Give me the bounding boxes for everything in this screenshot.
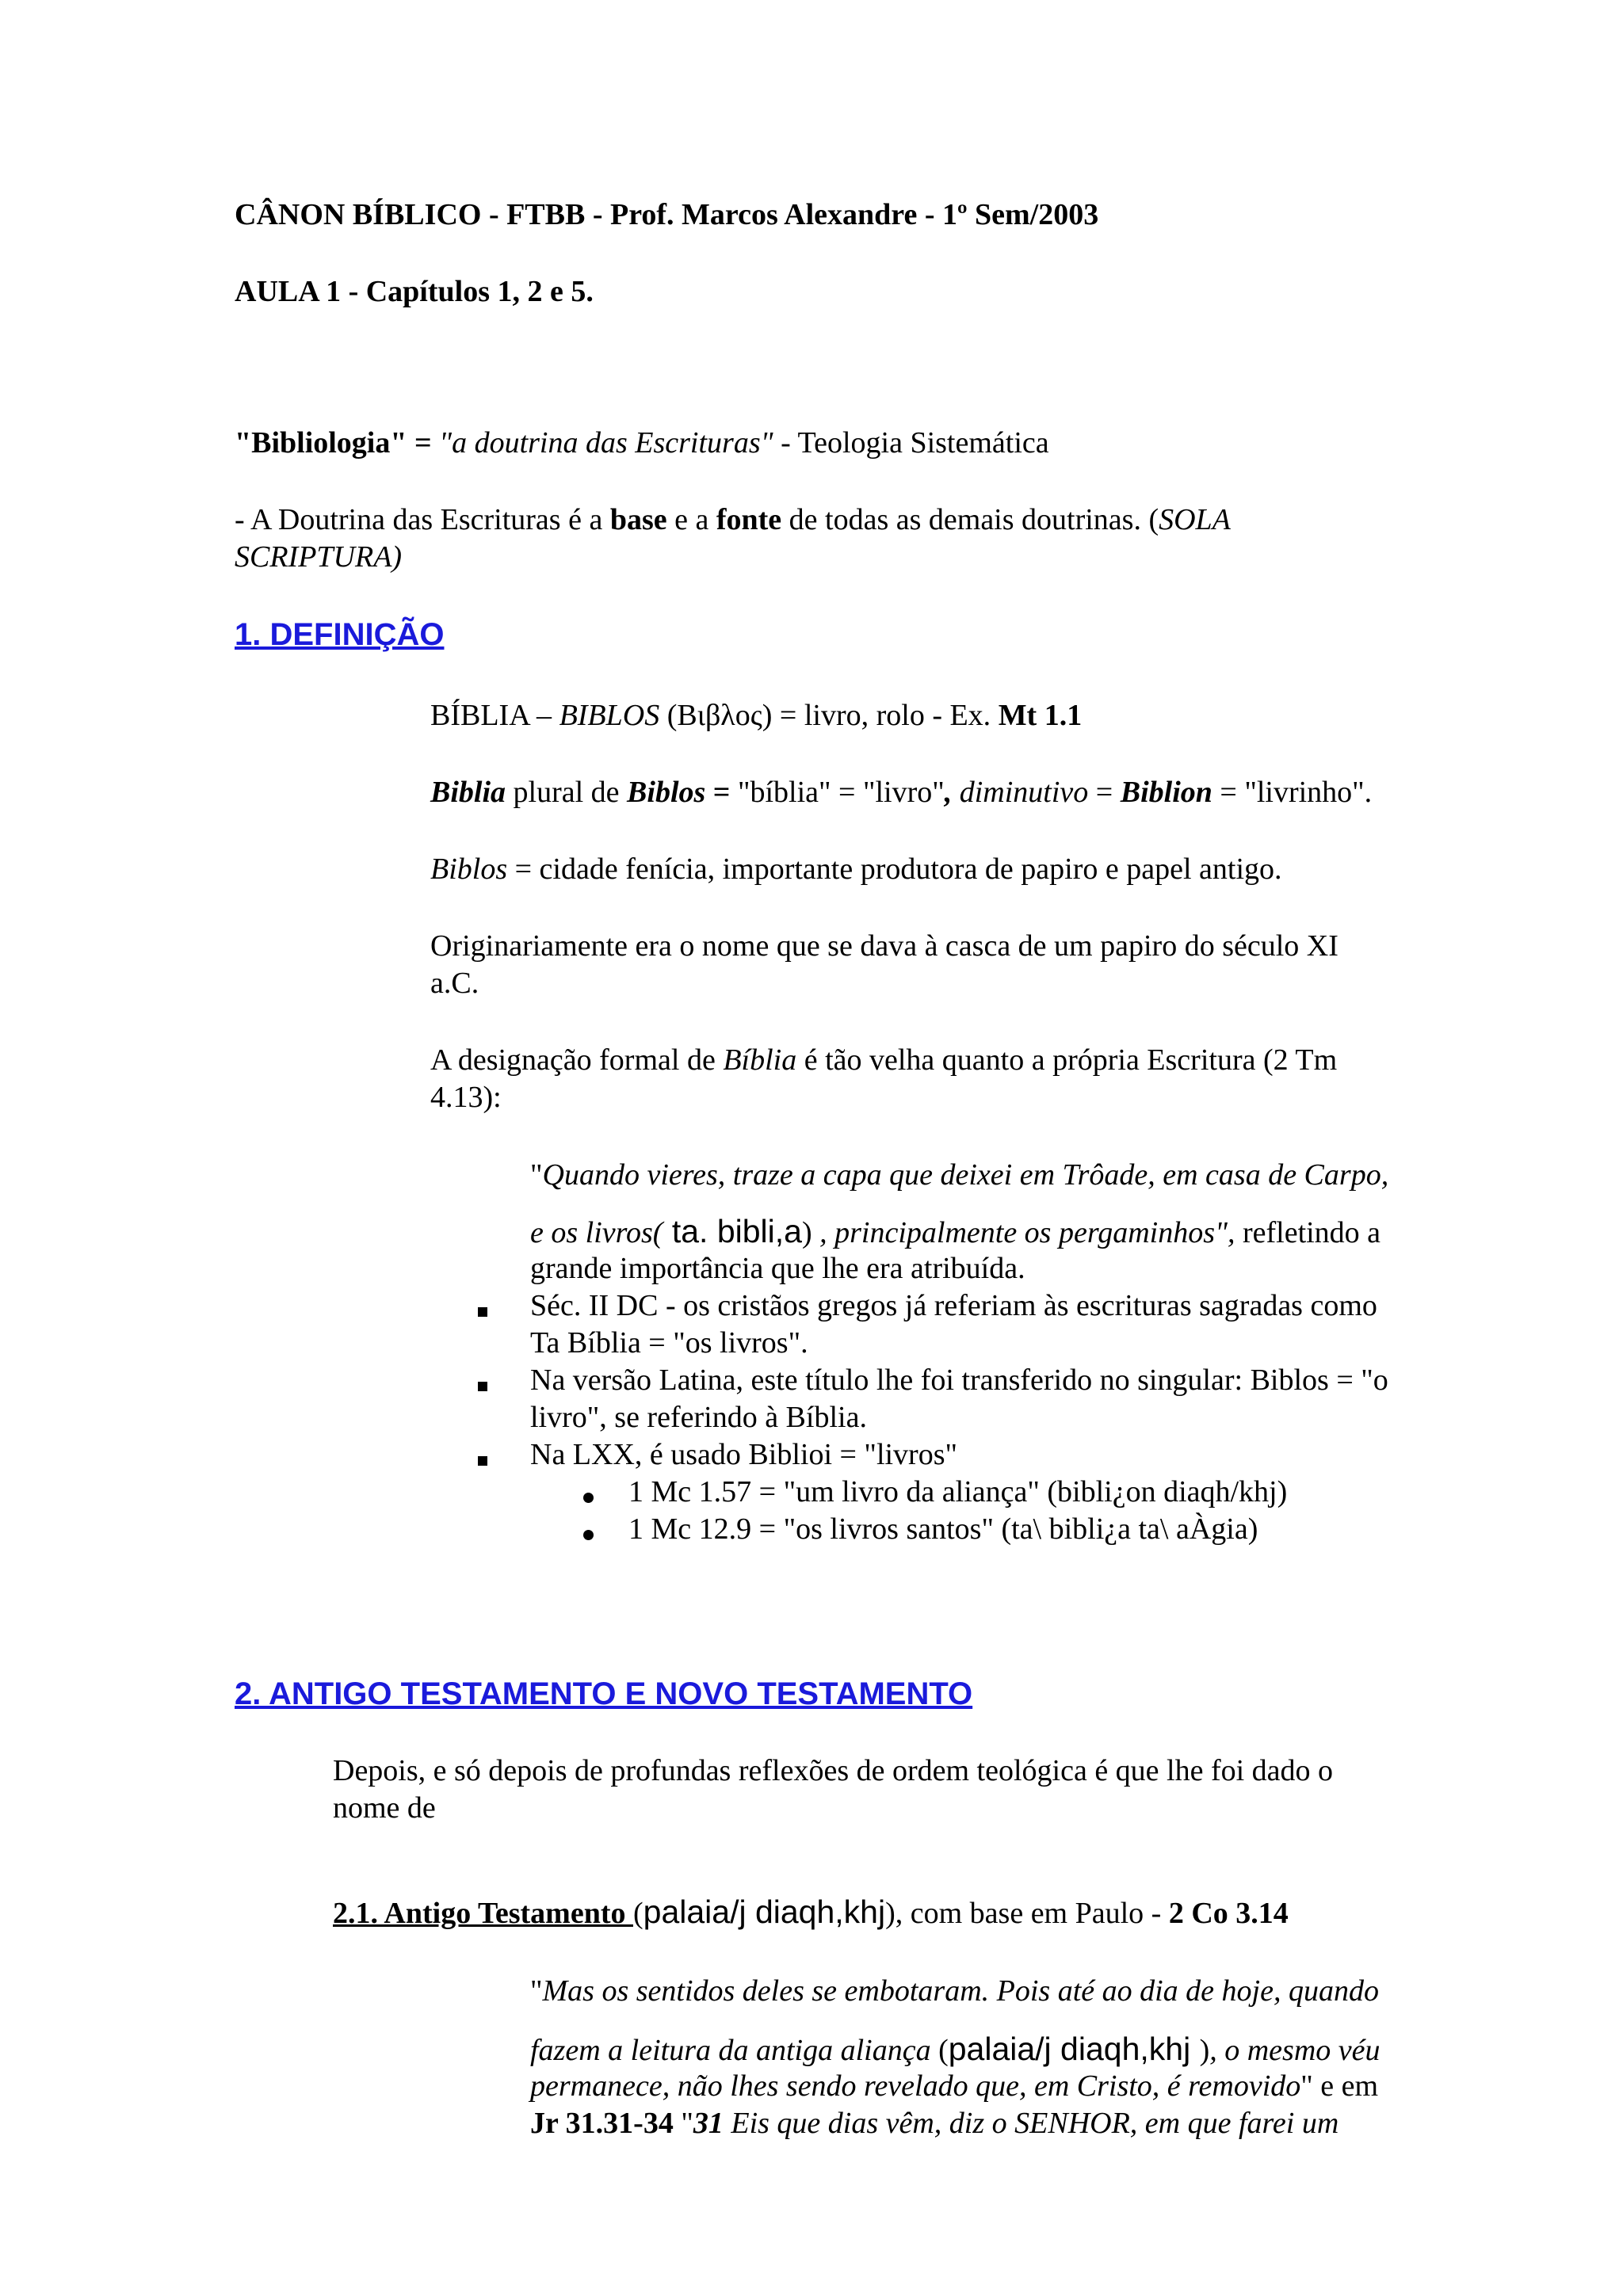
at-reference: 2 Co 3.14 (1168, 1897, 1289, 1930)
biblia-text-1: BÍBLIA – (430, 699, 559, 732)
plural-text-2: "bíblia" = "livro" (737, 776, 945, 809)
at-quote-text-2b: ( (930, 2034, 949, 2067)
at-quote-text-3b: " e em (1300, 2069, 1379, 2103)
sub-list-item-text: 1 Mc 1.57 = "um livro da aliança" (bibli¿on diaqh/khj) (628, 1475, 1288, 1508)
at-quote-text-2c: ) (1199, 2034, 1210, 2067)
bibliologia-source: - Teologia Sistemática (773, 426, 1049, 460)
section-2-heading-text: 2. ANTIGO TESTAMENTO E NOVO TESTAMENTO (235, 1676, 973, 1711)
list-item (530, 1436, 957, 1474)
bullet-square-icon (478, 1456, 487, 1466)
at-quote-line-4 (530, 2105, 1338, 2142)
depois-line-2 (333, 1790, 436, 1827)
biblos-city (430, 851, 1282, 888)
lesson-title (235, 273, 594, 311)
sub-list-item (628, 1511, 1258, 1548)
list-item (530, 1362, 1388, 1399)
list-item-text: Séc. II DC - os cristãos gregos já referiam às escrituras sagradas como (530, 1289, 1377, 1322)
at-quote-open-mark: " (530, 1974, 543, 2008)
plural-comma: , (944, 776, 960, 809)
jr-verse-text: Eis que dias vêm, diz o SENHOR, em que farei um (723, 2107, 1339, 2140)
subsection-2-1-title (333, 1894, 1289, 1932)
doutrina-paragraph (235, 502, 1231, 539)
at-quote-line-3 (530, 2068, 1378, 2105)
section-1-heading-text: 1. DEFINIÇÃO (235, 617, 445, 652)
bullet-disc-icon (583, 1530, 594, 1540)
document-title-text: CÂNON BÍBLICO - FTBB - Prof. Marcos Alexandre - 1º Sem/2003 (235, 198, 1099, 231)
list-item (530, 1287, 1377, 1325)
lesson-title-text: AULA 1 - Capítulos 1, 2 e 5. (235, 275, 594, 308)
at-greek: palaia/j diaqh,khj (643, 1894, 886, 1930)
list-item-continuation (530, 1399, 867, 1436)
at-mid-text: ), com base em Paulo - (885, 1897, 1169, 1930)
at-quote-line-1 (530, 1973, 1379, 2010)
designation-biblia: Bíblia (723, 1043, 797, 1077)
quote-text-2c: , principalmente os pergaminhos", (812, 1216, 1235, 1249)
biblia-reference: Mt 1.1 (998, 699, 1083, 732)
bullet-disc-icon (583, 1493, 594, 1503)
subsection-2-1-label: 2.1. Antigo Testamento (333, 1897, 633, 1930)
depois-text-2: nome de (333, 1791, 436, 1825)
origin-line-2 (430, 965, 479, 1002)
section-2-heading[interactable] (235, 1674, 972, 1714)
quote-text-2a: e os livros( (530, 1216, 663, 1249)
plural-biblia: Biblia (430, 776, 506, 809)
section-1-heading[interactable] (235, 615, 444, 654)
jr-quote-mark: " (673, 2107, 693, 2140)
jr-verse-number: 31 (693, 2107, 724, 2140)
bibliologia-term: "Bibliologia" = (235, 426, 440, 460)
quote-open-mark: " (530, 1158, 543, 1192)
at-quote-text-2a: fazem a leitura da antiga aliança (530, 2034, 931, 2067)
designation-line-1 (430, 1042, 1337, 1079)
sub-list-item (628, 1474, 1287, 1511)
list-item-text: livro", se referindo à Bíblia. (530, 1401, 867, 1434)
at-quote-line-2 (530, 2031, 1381, 2069)
list-item-text: Na LXX, é usado Biblioi = "livros" (530, 1438, 958, 1471)
quote-text-2d: refletindo a (1235, 1216, 1381, 1249)
quote-line-2 (530, 1213, 1381, 1252)
origin-text-1: Originariamente era o nome que se dava à casca de um papiro do século XI (430, 929, 1338, 963)
at-quote-text-3a: permanece, não lhes sendo revelado que, em Cristo, é removido (530, 2069, 1301, 2103)
plural-text-1: plural de (506, 776, 628, 809)
quote-text-3: grande importância que lhe era atribuída. (530, 1252, 1025, 1285)
bullet-square-icon (478, 1382, 487, 1391)
bibliologia-definition (235, 425, 1049, 462)
biblia-etymology (430, 697, 1082, 734)
designation-text-1: A designação formal de (430, 1043, 724, 1077)
doutrina-fonte: fonte (716, 503, 782, 536)
bibliologia-meaning: "a doutrina das Escrituras" (439, 426, 773, 460)
city-biblos: Biblos (430, 852, 508, 886)
bullet-square-icon (478, 1307, 487, 1317)
biblia-biblos: BIBLOS (559, 699, 660, 732)
at-quote-greek: palaia/j diaqh,khj (948, 2031, 1200, 2067)
plural-diminutivo: diminutivo (959, 776, 1089, 809)
quote-greek: ta. bibli,a (663, 1213, 802, 1249)
list-item-text: Na versão Latina, este título lhe foi transferido no singular: Biblos = "o (530, 1363, 1388, 1397)
jr-reference: Jr 31.31-34 (530, 2107, 674, 2140)
list-item-continuation (530, 1325, 808, 1362)
doutrina-base: base (609, 503, 667, 536)
biblia-text-2: (Βιβλος) = livro, rolo - Ex. (659, 699, 999, 732)
city-description: = cidade fenícia, importante produtora de papiro e papel antigo. (507, 852, 1282, 886)
depois-line-1 (333, 1753, 1333, 1790)
sub-list-item-text: 1 Mc 12.9 = "os livros santos" (ta\ bibli¿a ta\ aÀgia) (628, 1512, 1258, 1546)
at-quote-text-1: Mas os sentidos deles se embotaram. Pois até ao dia de hoje, quando (542, 1974, 1379, 2008)
doutrina-text-1: - A Doutrina das Escrituras é a (235, 503, 610, 536)
doutrina-text-3: de todas as demais doutrinas. ( (781, 503, 1159, 536)
doutrina-scriptura: SCRIPTURA) (235, 540, 403, 574)
depois-text-1: Depois, e só depois de profundas reflexões de ordem teológica é que lhe foi dado o (333, 1754, 1334, 1787)
origin-line-1 (430, 928, 1338, 965)
list-item-text: Ta Bíblia = "os livros". (530, 1326, 808, 1360)
plural-biblos: Biblos (627, 776, 706, 809)
plural-biblion: Biblion (1120, 776, 1212, 809)
origin-text-2: a.C. (430, 967, 479, 1000)
quote-line-3 (530, 1250, 1025, 1287)
doutrina-text-2: e a (666, 503, 716, 536)
doutrina-scriptura-line (235, 539, 402, 576)
document-title (235, 196, 1098, 234)
biblia-plural (430, 774, 1372, 811)
quote-text-1: Quando vieres, traze a capa que deixei em Trôade, em casa de Carpo, (542, 1158, 1389, 1192)
plural-text-4: = "livrinho". (1212, 776, 1373, 809)
plural-text-3: = (1088, 776, 1121, 809)
at-paren-open: ( (632, 1897, 643, 1930)
quote-line-1 (530, 1157, 1388, 1194)
plural-eq: = (705, 776, 738, 809)
quote-text-2b: ) (801, 1216, 812, 1249)
designation-text-3: 4.13): (430, 1081, 502, 1114)
designation-line-2 (430, 1079, 502, 1116)
designation-text-2: é tão velha quanto a própria Escritura (2 Tm (796, 1043, 1338, 1077)
doutrina-sola: SOLA (1159, 503, 1231, 536)
at-quote-text-2d: , o mesmo véu (1209, 2034, 1381, 2067)
